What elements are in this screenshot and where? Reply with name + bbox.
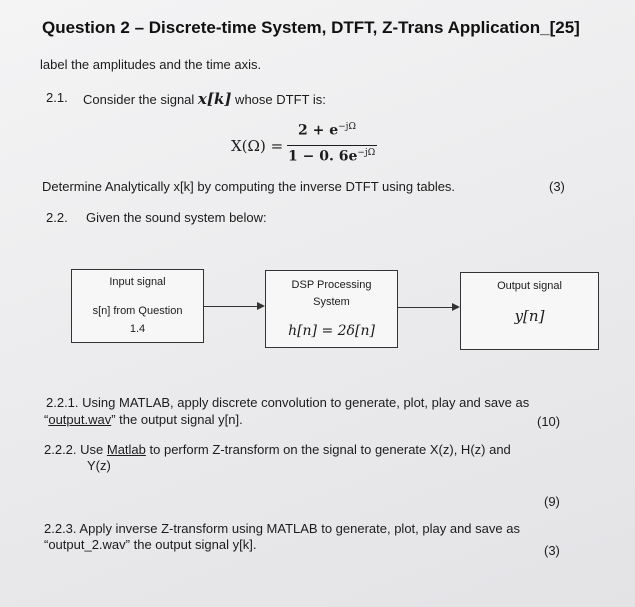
q21-marks: (3) (549, 179, 565, 194)
q221-line1: 2.2.1. Using MATLAB, apply discrete convolution to generate, plot, play and save as (46, 395, 530, 410)
question-marks: [25] (549, 18, 580, 37)
arrow-2-head (452, 303, 460, 311)
q222-marks: (9) (544, 494, 560, 509)
q223-line1: 2.2.3. Apply inverse Z-transform using MATLAB to generate, plot, play and save as (44, 521, 520, 536)
dsp-box-label: DSP Processing (291, 279, 372, 291)
input-box-line1: s[n] from Question (92, 305, 183, 317)
eq-lhs: X(Ω) = (231, 137, 284, 155)
q222-matlab: Matlab (106, 442, 146, 457)
q221-line2-rest: ” the output signal y[n]. (111, 412, 243, 427)
eq-numerator-base: 2 + e (298, 122, 339, 139)
q21-text (83, 90, 326, 108)
q21-text-before: Consider the signal (83, 92, 198, 107)
eq-fraction-line (287, 145, 377, 146)
eq-denominator-exp: −jΩ (357, 148, 376, 158)
dsp-box-label2: System (313, 296, 350, 308)
dsp-box-equation: h[n] = 2δ[n] (288, 323, 375, 339)
q223-line2: “output_2.wav” the output signal y[k]. (44, 537, 257, 552)
output-box-signal: y[n] (514, 307, 545, 325)
q221-line2 (44, 412, 243, 427)
q21-signal: x[k] (197, 90, 232, 108)
question-title-text: Question 2 – Discrete-time System, DTFT, Z-Trans Application_ (42, 18, 550, 37)
intro-text: label the amplitudes and the time axis. (40, 57, 262, 72)
q222-line2: Y(z) (87, 458, 111, 473)
q21-text-after: whose DTFT is: (231, 92, 326, 107)
input-box-line2: 1.4 (129, 323, 146, 335)
eq-denominator (288, 148, 375, 165)
q222-prefix: 2.2.2. Use (44, 442, 107, 457)
eq-denominator-base: 1 − 0. 6e (288, 148, 358, 165)
q22-number: 2.2. (46, 210, 68, 225)
q223-marks: (3) (544, 543, 560, 558)
output-box-label: Output signal (497, 280, 562, 292)
input-signal-box (71, 269, 204, 343)
q22-text: Given the sound system below: (86, 210, 267, 225)
q222-line1 (44, 442, 511, 457)
arrow-1-head (257, 302, 265, 310)
q21-number: 2.1. (46, 90, 68, 105)
q221-filename: output.wav (48, 412, 112, 427)
input-box-label: Input signal (109, 276, 166, 288)
question-title (42, 18, 580, 38)
eq-numerator-exp: −jΩ (338, 122, 356, 132)
q21-instruction: Determine Analytically x[k] by computing the inverse DTFT using tables. (42, 179, 456, 194)
q221-marks: (10) (537, 414, 561, 429)
eq-numerator (298, 122, 356, 139)
arrow-2-line (398, 307, 453, 308)
arrow-1-line (204, 306, 258, 307)
q221-quote-open: “ (44, 412, 49, 427)
q222-rest: to perform Z-transform on the signal to generate X(z), H(z) and (145, 442, 511, 457)
output-signal-box (460, 272, 599, 350)
dsp-system-box (265, 270, 398, 348)
